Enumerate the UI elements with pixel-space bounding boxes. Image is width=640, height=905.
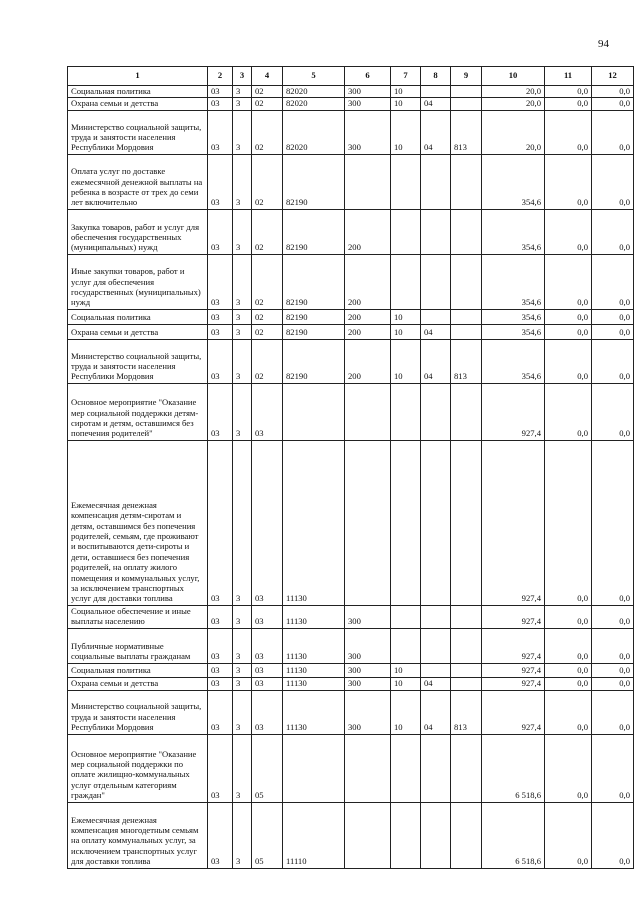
cell-col-2: 03 bbox=[208, 209, 233, 254]
cell-col-3: 3 bbox=[233, 339, 252, 383]
cell-col-7: 10 bbox=[391, 86, 421, 98]
cell-col-11: 0,0 bbox=[545, 98, 592, 110]
row-name-cell: Социальное обеспечение и иные выплаты населению bbox=[68, 605, 208, 628]
row-name-cell: Охрана семьи и детства bbox=[68, 98, 208, 110]
cell-col-4: 02 bbox=[252, 98, 283, 110]
row-name-cell: Социальная политика bbox=[68, 86, 208, 98]
cell-col-8: 04 bbox=[421, 339, 451, 383]
cell-col-8 bbox=[421, 254, 451, 309]
cell-col-10: 354,6 bbox=[482, 254, 545, 309]
cell-col-2: 03 bbox=[208, 383, 233, 440]
cell-col-8 bbox=[421, 440, 451, 605]
column-header-10: 10 bbox=[482, 67, 545, 86]
cell-col-3: 3 bbox=[233, 628, 252, 663]
cell-col-2: 03 bbox=[208, 339, 233, 383]
cell-col-10: 927,4 bbox=[482, 383, 545, 440]
cell-col-6: 300 bbox=[345, 628, 391, 663]
cell-col-7: 10 bbox=[391, 690, 421, 734]
cell-col-2: 03 bbox=[208, 309, 233, 324]
cell-col-9 bbox=[451, 209, 482, 254]
cell-col-11: 0,0 bbox=[545, 690, 592, 734]
row-name-cell: Основное мероприятие "Оказание мер социальной поддержки детям-сиротам и детям, оставшимся без попечения родителей" bbox=[68, 383, 208, 440]
cell-col-5: 82190 bbox=[283, 154, 345, 209]
budget-table bbox=[67, 66, 634, 869]
column-header-12: 12 bbox=[592, 67, 634, 86]
cell-col-7: 10 bbox=[391, 677, 421, 690]
cell-col-7: 10 bbox=[391, 110, 421, 154]
cell-col-9 bbox=[451, 734, 482, 802]
row-name-cell: Оплата услуг по доставке ежемесячной денежной выплаты на ребенка в возрасте от трех до семи лет включительно bbox=[68, 154, 208, 209]
row-name-cell: Охрана семьи и детства bbox=[68, 324, 208, 339]
cell-col-12: 0,0 bbox=[592, 309, 634, 324]
column-header-5: 5 bbox=[283, 67, 345, 86]
cell-col-3: 3 bbox=[233, 254, 252, 309]
cell-col-11: 0,0 bbox=[545, 209, 592, 254]
cell-col-2: 03 bbox=[208, 98, 233, 110]
cell-col-12: 0,0 bbox=[592, 628, 634, 663]
cell-col-8 bbox=[421, 86, 451, 98]
column-header-4: 4 bbox=[252, 67, 283, 86]
row-name-cell: Закупка товаров, работ и услуг для обеспечения государственных (муниципальных) нужд bbox=[68, 209, 208, 254]
cell-col-5: 82020 bbox=[283, 110, 345, 154]
cell-col-10: 927,4 bbox=[482, 677, 545, 690]
cell-col-12: 0,0 bbox=[592, 663, 634, 677]
column-header-3: 3 bbox=[233, 67, 252, 86]
table-row bbox=[68, 690, 634, 734]
cell-col-7: 10 bbox=[391, 309, 421, 324]
cell-col-6 bbox=[345, 383, 391, 440]
table-row bbox=[68, 98, 634, 110]
row-name-cell: Социальная политика bbox=[68, 663, 208, 677]
table-row bbox=[68, 339, 634, 383]
cell-col-4: 03 bbox=[252, 440, 283, 605]
cell-col-4: 03 bbox=[252, 383, 283, 440]
cell-col-7 bbox=[391, 605, 421, 628]
cell-col-3: 3 bbox=[233, 802, 252, 868]
cell-col-9 bbox=[451, 628, 482, 663]
cell-col-7 bbox=[391, 628, 421, 663]
cell-col-12: 0,0 bbox=[592, 802, 634, 868]
cell-col-10: 20,0 bbox=[482, 110, 545, 154]
cell-col-6: 300 bbox=[345, 86, 391, 98]
cell-col-12: 0,0 bbox=[592, 209, 634, 254]
cell-col-9 bbox=[451, 383, 482, 440]
cell-col-2: 03 bbox=[208, 605, 233, 628]
cell-col-11: 0,0 bbox=[545, 628, 592, 663]
cell-col-7 bbox=[391, 209, 421, 254]
cell-col-10: 6 518,6 bbox=[482, 802, 545, 868]
cell-col-8 bbox=[421, 309, 451, 324]
cell-col-2: 03 bbox=[208, 663, 233, 677]
cell-col-10: 354,6 bbox=[482, 339, 545, 383]
cell-col-5: 11130 bbox=[283, 440, 345, 605]
cell-col-3: 3 bbox=[233, 663, 252, 677]
cell-col-5: 11130 bbox=[283, 663, 345, 677]
cell-col-11: 0,0 bbox=[545, 339, 592, 383]
cell-col-7: 10 bbox=[391, 663, 421, 677]
cell-col-10: 354,6 bbox=[482, 309, 545, 324]
table-row bbox=[68, 154, 634, 209]
column-header-7: 7 bbox=[391, 67, 421, 86]
cell-col-11: 0,0 bbox=[545, 440, 592, 605]
cell-col-12: 0,0 bbox=[592, 86, 634, 98]
cell-col-5: 82020 bbox=[283, 98, 345, 110]
cell-col-8: 04 bbox=[421, 98, 451, 110]
cell-col-7 bbox=[391, 440, 421, 605]
cell-col-6 bbox=[345, 802, 391, 868]
cell-col-5: 82190 bbox=[283, 309, 345, 324]
cell-col-2: 03 bbox=[208, 86, 233, 98]
cell-col-10: 6 518,6 bbox=[482, 734, 545, 802]
cell-col-6: 200 bbox=[345, 309, 391, 324]
cell-col-2: 03 bbox=[208, 110, 233, 154]
cell-col-10: 354,6 bbox=[482, 324, 545, 339]
cell-col-11: 0,0 bbox=[545, 154, 592, 209]
cell-col-8 bbox=[421, 734, 451, 802]
cell-col-2: 03 bbox=[208, 802, 233, 868]
cell-col-4: 02 bbox=[252, 309, 283, 324]
row-name-cell: Министерство социальной защиты, труда и занятости населения Республики Мордовия bbox=[68, 110, 208, 154]
cell-col-12: 0,0 bbox=[592, 605, 634, 628]
cell-col-11: 0,0 bbox=[545, 254, 592, 309]
cell-col-6: 300 bbox=[345, 605, 391, 628]
cell-col-9 bbox=[451, 254, 482, 309]
cell-col-5: 11130 bbox=[283, 690, 345, 734]
row-name-cell: Ежемесячная денежная компенсация детям-сиротам и детям, оставшимся без попечения родителей, семьям, где проживают и воспитываются дети-сироты и дети, оставшиеся без попечения родителей, на оплату жилого помещения и коммунальных услуг, за исключением транспортных услуг для доставки топлива bbox=[68, 440, 208, 605]
table-row bbox=[68, 734, 634, 802]
cell-col-5: 82190 bbox=[283, 339, 345, 383]
cell-col-9: 813 bbox=[451, 110, 482, 154]
cell-col-7 bbox=[391, 383, 421, 440]
row-name-cell: Основное мероприятие "Оказание мер социальной поддержки по оплате жилищно-коммунальных услуг отдельным категориям граждан" bbox=[68, 734, 208, 802]
cell-col-4: 03 bbox=[252, 663, 283, 677]
cell-col-10: 354,6 bbox=[482, 209, 545, 254]
cell-col-4: 03 bbox=[252, 677, 283, 690]
cell-col-6: 300 bbox=[345, 690, 391, 734]
cell-col-8: 04 bbox=[421, 677, 451, 690]
cell-col-9 bbox=[451, 663, 482, 677]
cell-col-8 bbox=[421, 802, 451, 868]
table-row bbox=[68, 383, 634, 440]
table-row bbox=[68, 324, 634, 339]
cell-col-12: 0,0 bbox=[592, 254, 634, 309]
cell-col-12: 0,0 bbox=[592, 690, 634, 734]
cell-col-7 bbox=[391, 154, 421, 209]
cell-col-5: 82190 bbox=[283, 209, 345, 254]
cell-col-6: 300 bbox=[345, 663, 391, 677]
cell-col-8: 04 bbox=[421, 324, 451, 339]
cell-col-5 bbox=[283, 383, 345, 440]
cell-col-9 bbox=[451, 154, 482, 209]
cell-col-11: 0,0 bbox=[545, 324, 592, 339]
cell-col-2: 03 bbox=[208, 154, 233, 209]
cell-col-2: 03 bbox=[208, 254, 233, 309]
row-name-cell: Публичные нормативные социальные выплаты гражданам bbox=[68, 628, 208, 663]
cell-col-2: 03 bbox=[208, 628, 233, 663]
cell-col-5 bbox=[283, 734, 345, 802]
column-header-8: 8 bbox=[421, 67, 451, 86]
row-name-cell: Министерство социальной защиты, труда и занятости населения Республики Мордовия bbox=[68, 690, 208, 734]
column-header-9: 9 bbox=[451, 67, 482, 86]
cell-col-12: 0,0 bbox=[592, 734, 634, 802]
cell-col-6: 200 bbox=[345, 339, 391, 383]
row-name-cell: Социальная политика bbox=[68, 309, 208, 324]
cell-col-8: 04 bbox=[421, 690, 451, 734]
column-header-2: 2 bbox=[208, 67, 233, 86]
cell-col-3: 3 bbox=[233, 734, 252, 802]
cell-col-4: 02 bbox=[252, 324, 283, 339]
cell-col-2: 03 bbox=[208, 690, 233, 734]
cell-col-11: 0,0 bbox=[545, 383, 592, 440]
cell-col-7 bbox=[391, 802, 421, 868]
cell-col-10: 20,0 bbox=[482, 98, 545, 110]
cell-col-12: 0,0 bbox=[592, 324, 634, 339]
cell-col-7 bbox=[391, 734, 421, 802]
cell-col-7: 10 bbox=[391, 339, 421, 383]
cell-col-9 bbox=[451, 86, 482, 98]
cell-col-8 bbox=[421, 605, 451, 628]
cell-col-4: 05 bbox=[252, 734, 283, 802]
cell-col-12: 0,0 bbox=[592, 154, 634, 209]
cell-col-5: 11110 bbox=[283, 802, 345, 868]
cell-col-7: 10 bbox=[391, 98, 421, 110]
cell-col-4: 03 bbox=[252, 628, 283, 663]
cell-col-7: 10 bbox=[391, 324, 421, 339]
cell-col-12: 0,0 bbox=[592, 440, 634, 605]
cell-col-5: 82020 bbox=[283, 86, 345, 98]
cell-col-11: 0,0 bbox=[545, 86, 592, 98]
cell-col-9 bbox=[451, 802, 482, 868]
cell-col-10: 927,4 bbox=[482, 440, 545, 605]
cell-col-5: 11130 bbox=[283, 628, 345, 663]
cell-col-3: 3 bbox=[233, 324, 252, 339]
cell-col-3: 3 bbox=[233, 154, 252, 209]
cell-col-3: 3 bbox=[233, 110, 252, 154]
cell-col-2: 03 bbox=[208, 440, 233, 605]
cell-col-8 bbox=[421, 209, 451, 254]
cell-col-6: 200 bbox=[345, 324, 391, 339]
cell-col-9 bbox=[451, 309, 482, 324]
cell-col-11: 0,0 bbox=[545, 663, 592, 677]
cell-col-12: 0,0 bbox=[592, 98, 634, 110]
cell-col-9: 813 bbox=[451, 690, 482, 734]
cell-col-9 bbox=[451, 98, 482, 110]
cell-col-12: 0,0 bbox=[592, 110, 634, 154]
cell-col-3: 3 bbox=[233, 98, 252, 110]
cell-col-3: 3 bbox=[233, 677, 252, 690]
cell-col-7 bbox=[391, 254, 421, 309]
row-name-cell: Министерство социальной защиты, труда и занятости населения Республики Мордовия bbox=[68, 339, 208, 383]
cell-col-12: 0,0 bbox=[592, 677, 634, 690]
row-name-cell: Охрана семьи и детства bbox=[68, 677, 208, 690]
cell-col-8 bbox=[421, 154, 451, 209]
cell-col-4: 03 bbox=[252, 690, 283, 734]
cell-col-5: 82190 bbox=[283, 254, 345, 309]
cell-col-4: 02 bbox=[252, 86, 283, 98]
cell-col-6 bbox=[345, 734, 391, 802]
cell-col-2: 03 bbox=[208, 677, 233, 690]
cell-col-11: 0,0 bbox=[545, 802, 592, 868]
cell-col-8 bbox=[421, 383, 451, 440]
header-row bbox=[68, 67, 634, 86]
cell-col-6: 200 bbox=[345, 209, 391, 254]
column-header-11: 11 bbox=[545, 67, 592, 86]
cell-col-8 bbox=[421, 628, 451, 663]
page-number: 94 bbox=[598, 38, 609, 50]
cell-col-11: 0,0 bbox=[545, 309, 592, 324]
table-row bbox=[68, 110, 634, 154]
cell-col-6: 300 bbox=[345, 98, 391, 110]
cell-col-6 bbox=[345, 440, 391, 605]
cell-col-4: 05 bbox=[252, 802, 283, 868]
column-header-1: 1 bbox=[68, 67, 208, 86]
cell-col-3: 3 bbox=[233, 86, 252, 98]
cell-col-11: 0,0 bbox=[545, 734, 592, 802]
cell-col-4: 02 bbox=[252, 254, 283, 309]
cell-col-11: 0,0 bbox=[545, 605, 592, 628]
table-row bbox=[68, 440, 634, 605]
cell-col-3: 3 bbox=[233, 605, 252, 628]
cell-col-3: 3 bbox=[233, 440, 252, 605]
cell-col-6: 300 bbox=[345, 110, 391, 154]
table-row bbox=[68, 86, 634, 98]
cell-col-11: 0,0 bbox=[545, 110, 592, 154]
table-row bbox=[68, 254, 634, 309]
cell-col-9 bbox=[451, 677, 482, 690]
cell-col-11: 0,0 bbox=[545, 677, 592, 690]
cell-col-9: 813 bbox=[451, 339, 482, 383]
cell-col-10: 354,6 bbox=[482, 154, 545, 209]
column-header-6: 6 bbox=[345, 67, 391, 86]
cell-col-6 bbox=[345, 154, 391, 209]
cell-col-4: 03 bbox=[252, 605, 283, 628]
cell-col-4: 02 bbox=[252, 339, 283, 383]
cell-col-9 bbox=[451, 605, 482, 628]
cell-col-5: 82190 bbox=[283, 324, 345, 339]
table-row bbox=[68, 802, 634, 868]
cell-col-10: 927,4 bbox=[482, 605, 545, 628]
table-row bbox=[68, 677, 634, 690]
table-row bbox=[68, 209, 634, 254]
table-row bbox=[68, 605, 634, 628]
cell-col-5: 11130 bbox=[283, 677, 345, 690]
table-row bbox=[68, 663, 634, 677]
cell-col-10: 927,4 bbox=[482, 628, 545, 663]
cell-col-6: 200 bbox=[345, 254, 391, 309]
cell-col-4: 02 bbox=[252, 110, 283, 154]
cell-col-9 bbox=[451, 440, 482, 605]
cell-col-4: 02 bbox=[252, 209, 283, 254]
cell-col-4: 02 bbox=[252, 154, 283, 209]
cell-col-12: 0,0 bbox=[592, 339, 634, 383]
row-name-cell: Иные закупки товаров, работ и услуг для обеспечения государственных (муниципальных) нужд bbox=[68, 254, 208, 309]
table-row bbox=[68, 309, 634, 324]
cell-col-3: 3 bbox=[233, 383, 252, 440]
cell-col-6: 300 bbox=[345, 677, 391, 690]
cell-col-8: 04 bbox=[421, 110, 451, 154]
cell-col-8 bbox=[421, 663, 451, 677]
cell-col-3: 3 bbox=[233, 690, 252, 734]
cell-col-3: 3 bbox=[233, 209, 252, 254]
cell-col-9 bbox=[451, 324, 482, 339]
cell-col-2: 03 bbox=[208, 734, 233, 802]
cell-col-10: 20,0 bbox=[482, 86, 545, 98]
cell-col-2: 03 bbox=[208, 324, 233, 339]
cell-col-10: 927,4 bbox=[482, 663, 545, 677]
cell-col-10: 927,4 bbox=[482, 690, 545, 734]
cell-col-3: 3 bbox=[233, 309, 252, 324]
row-name-cell: Ежемесячная денежная компенсация многодетным семьям на оплату коммунальных услуг, за исключением транспортных услуг для доставки топлива bbox=[68, 802, 208, 868]
table-row bbox=[68, 628, 634, 663]
cell-col-5: 11130 bbox=[283, 605, 345, 628]
cell-col-12: 0,0 bbox=[592, 383, 634, 440]
